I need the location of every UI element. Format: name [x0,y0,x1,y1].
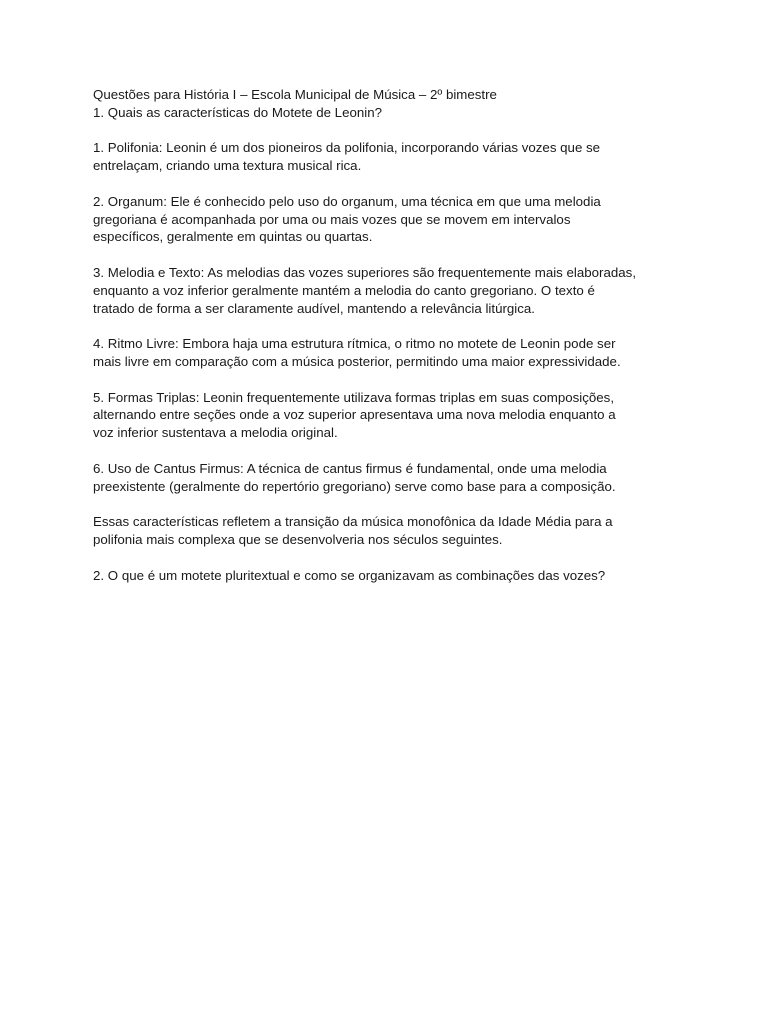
text-line: polifonia mais complexa que se desenvolveria nos séculos seguintes. [93,531,503,547]
answer-item-ritmo-livre [93,335,693,371]
text-line: alternando entre seções onde a voz superior apresentava uma nova melodia enquanto a [93,407,616,423]
text-line: 5. Formas Triplas: Leonin frequentemente utilizava formas triplas em suas composições, [93,389,615,405]
text-line: voz inferior sustentava a melodia original. [93,425,338,441]
text-line: Essas características refletem a transição da música monofônica da Idade Média para a [93,514,613,530]
text-line: específicos, geralmente em quintas ou quartas. [93,229,373,245]
document-page [93,86,693,602]
text-line: entrelaçam, criando uma textura musical rica. [93,158,362,174]
answer-item-organum [93,193,693,246]
text-line: 1. Polifonia: Leonin é um dos pioneiros da polifonia, incorporando várias vozes que se [93,140,601,156]
answer-item-polifonia [93,139,693,175]
answer-item-melodia-texto [93,264,693,317]
text-line: preexistente (geralmente do repertório gregoriano) serve como base para a composição. [93,478,616,494]
answer-item-cantus-firmus [93,460,693,496]
text-line: tratado de forma a ser claramente audível, mantendo a relevância litúrgica. [93,300,535,316]
text-line: 6. Uso de Cantus Firmus: A técnica de cantus firmus é fundamental, onde uma melodia [93,460,607,476]
conclusion-paragraph [93,513,693,549]
text-line: enquanto a voz inferior geralmente mantém a melodia do canto gregoriano. O texto é [93,282,595,298]
text-line: 4. Ritmo Livre: Embora haja uma estrutura rítmica, o ritmo no motete de Leonin pode ser [93,336,616,352]
document-header [93,86,693,122]
question-2: 2. O que é um motete pluritextual e como se organizavam as combinações das vozes? [93,567,606,583]
text-line: gregoriana é acompanhada por uma ou mais vozes que se movem em intervalos [93,211,571,227]
question-1: 1. Quais as características do Motete de Leonin? [93,104,382,120]
answer-item-formas-triplas [93,389,693,442]
document-title-line: Questões para História I – Escola Municipal de Música – 2º bimestre [93,87,497,102]
text-line: 3. Melodia e Texto: As melodias das vozes superiores são frequentemente mais elaboradas, [93,264,637,280]
text-line: mais livre em comparação com a música posterior, permitindo uma maior expressividade. [93,353,621,369]
question-2-paragraph [93,567,693,585]
text-line: 2. Organum: Ele é conhecido pelo uso do organum, uma técnica em que uma melodia [93,193,601,209]
